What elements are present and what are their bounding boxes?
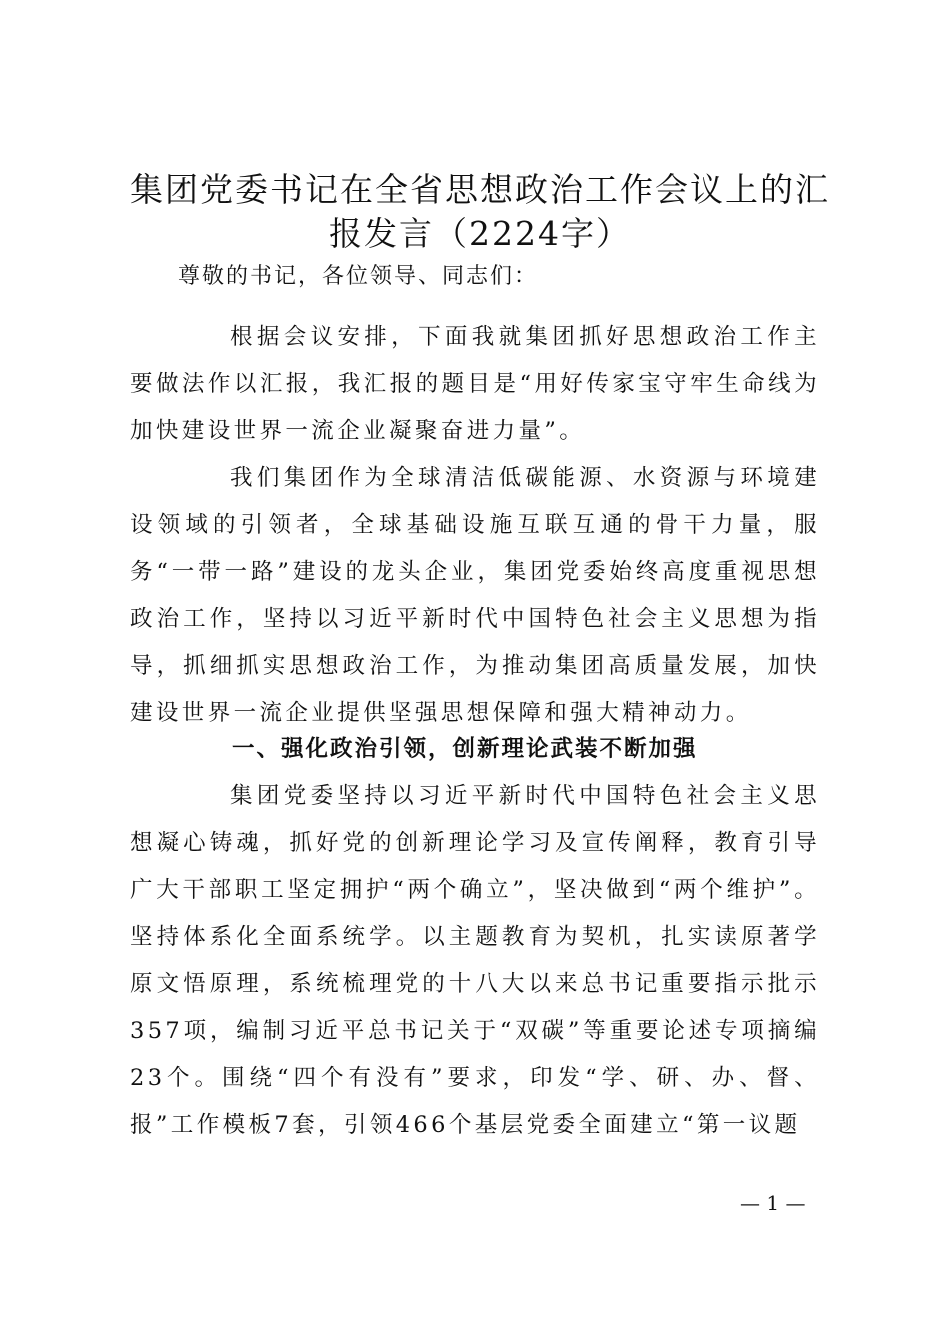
paragraph-intro: 根据会议安排，下面我就集团抓好思想政治工作主要做法作以汇报，我汇报的题目是“用好传家宝守牢生命线为加快建设世界一流企业凝聚奋进力量”。 (130, 324, 820, 444)
document-title-line-1: 集团党委书记在全省思想政治工作会议上的汇 (130, 170, 830, 209)
paragraph-section-1: 集团党委坚持以习近平新时代中国特色社会主义思想凝心铸魂，抓好党的创新理论学习及宣传阐释，教育引导广大干部职工坚定拥护“两个确立”，坚决做到“两个维护”。坚持体系化全面系统学。以主题教育为契机，扎实读原著学原文悟原理，系统梳理党的十八大以来总书记重要指示批示357项，编制习近平总书记关于“双碳”等重要论述专项摘编23个。围绕“四个有没有”要求，印发“学、研、办、督、报”工作模板7套，引领466个基层党委全面建立“第一议题 (130, 783, 820, 1138)
document-title-line-2: 报发言（2224字） (329, 214, 631, 253)
paragraph-overview: 我们集团作为全球清洁低碳能源、水资源与环境建设领域的引领者，全球基础设施互联互通的骨干力量，服务“一带一路”建设的龙头企业，集团党委始终高度重视思想政治工作，坚持以习近平新时代中国特色社会主义思想为指导，抓细抓实思想政治工作，为推动集团高质量发展，加快建设世界一流企业提供坚强思想保障和强大精神动力。 (130, 465, 820, 726)
page-number: — 1 — (740, 1191, 806, 1215)
salutation: 尊敬的书记，各位领导、同志们： (178, 264, 539, 289)
section-heading: 一、强化政治引领，创新理论武装不断加强 (232, 736, 698, 762)
